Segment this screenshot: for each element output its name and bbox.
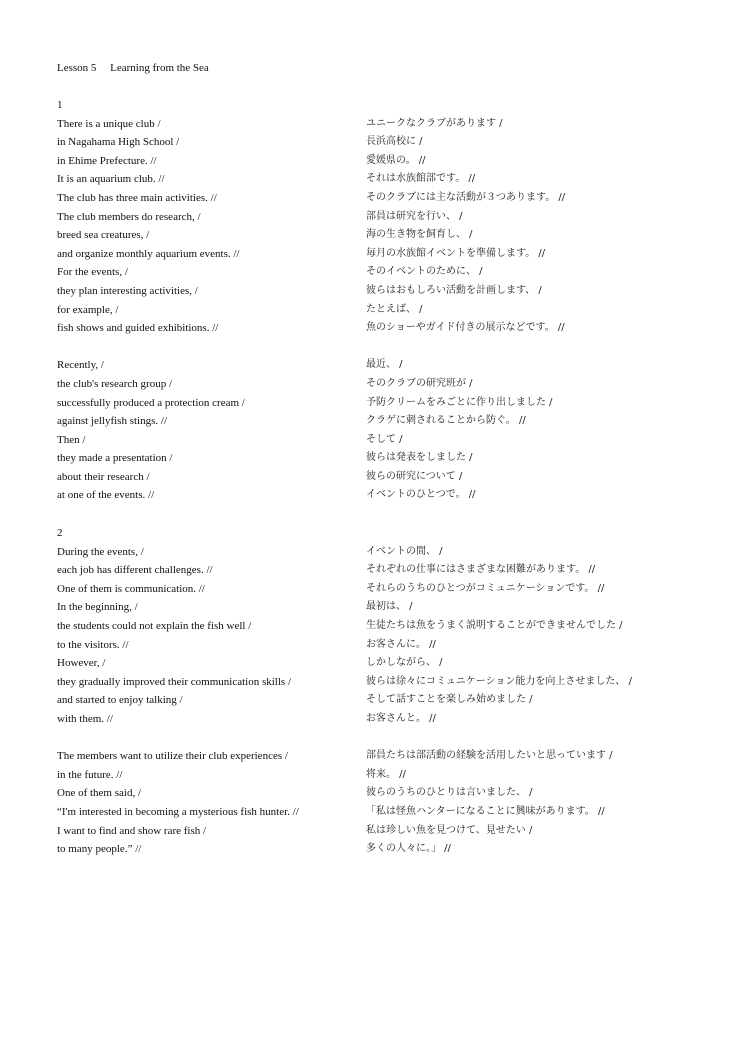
english-phrase: against jellyfish stings. // <box>57 415 167 428</box>
japanese-translation: 愛媛県の。 // <box>366 154 426 166</box>
english-phrase: The members want to utilize their club experiences / <box>57 750 288 763</box>
sentence-row <box>57 654 697 673</box>
japanese-translation: ユニークなクラブがあります / <box>366 117 503 129</box>
sentence-row <box>57 747 697 766</box>
sentence-row <box>57 784 697 803</box>
sentence-row <box>57 598 697 617</box>
japanese-translation: そのクラブには主な活動が３つあります。 // <box>366 191 566 203</box>
section-2 <box>57 524 697 859</box>
english-phrase: to many people.” // <box>57 843 142 856</box>
sentence-row <box>57 468 697 487</box>
sentence-row <box>57 617 697 636</box>
japanese-translation: イベントの間、 / <box>366 545 443 557</box>
japanese-translation: 予防クリームをみごとに作り出しました / <box>366 396 553 408</box>
english-phrase: fish shows and guided exhibitions. // <box>57 322 219 335</box>
english-phrase: However, / <box>57 657 106 670</box>
section-number: 1 <box>57 99 63 111</box>
japanese-translation: 部員は研究を行い、 / <box>366 210 463 222</box>
sentence-row <box>57 301 697 320</box>
sentence-row <box>57 319 697 338</box>
japanese-translation: お客さんと。 // <box>366 712 436 724</box>
sentence-row <box>57 766 697 785</box>
english-phrase: the club's research group / <box>57 377 172 390</box>
japanese-translation: 彼らは発表をしました / <box>366 452 473 464</box>
japanese-translation: 魚のショーやガイド付きの展示などです。 // <box>366 322 565 334</box>
english-phrase: they gradually improved their communication skills / <box>57 675 292 688</box>
japanese-translation: 彼らの研究について / <box>366 470 463 482</box>
english-phrase: successfully produced a protection cream / <box>57 396 245 409</box>
sentence-row <box>57 189 697 208</box>
english-phrase: It is an aquarium club. // <box>57 173 165 186</box>
sentence-row <box>57 673 697 692</box>
section-1 <box>57 96 697 505</box>
japanese-translation: それらのうちのひとつがコミュニケーションです。 // <box>366 582 605 594</box>
japanese-translation: しかしながら、 / <box>366 657 443 669</box>
english-phrase: The club members do research, / <box>57 210 201 223</box>
sentence-row <box>57 152 697 171</box>
sentence-row <box>57 822 697 841</box>
english-phrase: For the events, / <box>57 266 128 279</box>
sentence-row <box>57 710 697 729</box>
lesson-title: Lesson 5 Learning from the Sea <box>57 62 209 74</box>
english-phrase: There is a unique club / <box>57 117 161 130</box>
sentence-row <box>57 636 697 655</box>
english-phrase: at one of the events. // <box>57 489 155 502</box>
english-phrase: Recently, / <box>57 359 104 372</box>
english-phrase: the students could not explain the fish well / <box>57 619 252 632</box>
japanese-translation: そして話すことを楽しみ始めました / <box>366 694 533 706</box>
japanese-translation: それぞれの仕事にはさまざまな困難があります。 // <box>366 564 596 576</box>
japanese-translation: 彼らのうちのひとりは言いました、 / <box>366 787 533 799</box>
sentence-row <box>57 170 697 189</box>
sentence-row <box>57 263 697 282</box>
english-phrase: The club has three main activities. // <box>57 191 217 204</box>
english-phrase: with them. // <box>57 712 113 725</box>
english-phrase: about their research / <box>57 470 150 483</box>
sentence-row <box>57 840 697 859</box>
sentence-row <box>57 245 697 264</box>
japanese-translation: お客さんに。 // <box>366 638 436 650</box>
english-phrase: In the beginning, / <box>57 601 138 614</box>
english-phrase: breed sea creatures, / <box>57 229 150 242</box>
english-phrase: in Nagahama High School / <box>57 136 180 149</box>
sentence-row <box>57 431 697 450</box>
sentence-row <box>57 543 697 562</box>
sentence-row <box>57 375 697 394</box>
english-phrase: One of them is communication. // <box>57 582 205 595</box>
japanese-translation: イベントのひとつで。 // <box>366 489 476 501</box>
sentence-row <box>57 282 697 301</box>
sentence-row <box>57 580 697 599</box>
japanese-translation: たとえば、 / <box>366 303 423 315</box>
english-phrase: and started to enjoy talking / <box>57 694 183 707</box>
paragraph-spacer <box>57 729 697 748</box>
english-phrase: to the visitors. // <box>57 638 129 651</box>
sentence-row <box>57 803 697 822</box>
english-phrase: and organize monthly aquarium events. // <box>57 247 240 260</box>
sentence-row <box>57 486 697 505</box>
japanese-translation: クラゲに刺されることから防ぐ。 // <box>366 415 526 427</box>
sentence-row <box>57 691 697 710</box>
sentence-row <box>57 133 697 152</box>
english-phrase: I want to find and show rare fish / <box>57 824 207 837</box>
japanese-translation: 毎月の水族館イベントを準備します。 // <box>366 247 546 259</box>
sentence-row <box>57 115 697 134</box>
japanese-translation: 長浜高校に / <box>366 136 423 148</box>
japanese-translation: 部員たちは部活動の経験を活用したいと思っています / <box>366 750 613 762</box>
english-phrase: Then / <box>57 433 86 446</box>
sentence-row <box>57 561 697 580</box>
japanese-translation: 海の生き物を飼育し、 / <box>366 229 473 241</box>
english-phrase: each job has different challenges. // <box>57 564 213 577</box>
english-phrase: “I'm interested in becoming a mysterious fish hunter. // <box>57 805 299 818</box>
sentence-row <box>57 412 697 431</box>
japanese-translation: そのクラブの研究班が / <box>366 377 473 389</box>
japanese-translation: 最初は、 / <box>366 601 413 613</box>
japanese-translation: 最近、 / <box>366 359 403 371</box>
english-phrase: in Ehime Prefecture. // <box>57 154 157 167</box>
japanese-translation: 多くの人々に。」 // <box>366 843 451 855</box>
japanese-translation: 生徒たちは魚をうまく説明することができませんでした / <box>366 619 623 631</box>
japanese-translation: 彼らはおもしろい活動を計画します、 / <box>366 284 542 296</box>
english-phrase: One of them said, / <box>57 787 142 800</box>
japanese-translation: 彼らは徐々にコミュニケーション能力を向上させました、 / <box>366 675 632 687</box>
japanese-translation: 「私は怪魚ハンターになることに興味があります。 // <box>366 805 605 817</box>
japanese-translation: それは水族館部です。 // <box>366 173 476 185</box>
english-phrase: for example, / <box>57 303 119 316</box>
japanese-translation: 将来。 // <box>366 768 406 780</box>
sentence-row <box>57 449 697 468</box>
japanese-translation: 私は珍しい魚を見つけて、見せたい / <box>366 824 533 836</box>
sentence-row <box>57 394 697 413</box>
sentence-row <box>57 208 697 227</box>
english-phrase: in the future. // <box>57 768 123 781</box>
english-phrase: they plan interesting activities, / <box>57 284 198 297</box>
section-number: 2 <box>57 527 63 539</box>
sentence-row <box>57 356 697 375</box>
english-phrase: During the events, / <box>57 545 144 558</box>
japanese-translation: そして / <box>366 433 403 445</box>
paragraph-spacer <box>57 338 697 357</box>
english-phrase: they made a presentation / <box>57 452 173 465</box>
japanese-translation: そのイベントのために、 / <box>366 266 483 278</box>
sentence-row <box>57 226 697 245</box>
